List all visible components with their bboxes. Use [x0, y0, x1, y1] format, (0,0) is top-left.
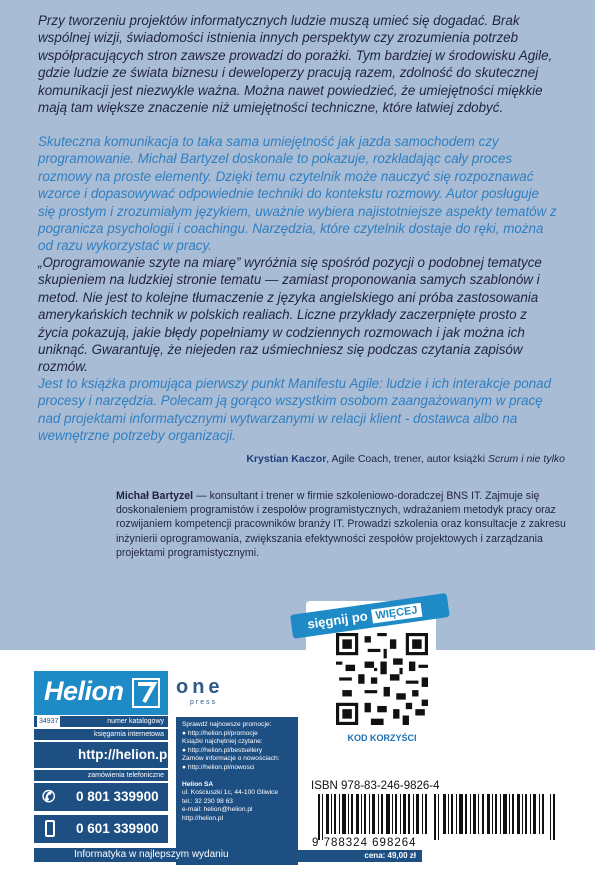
price-label: cena: 49,00 zł — [298, 850, 422, 862]
promo-line: ul. Kościuszki 1c, 44-100 Gliwice — [182, 789, 279, 797]
reviewer-book: Scrum i nie tylko — [487, 453, 565, 465]
qr-code-tag — [290, 601, 438, 771]
author-bio-text: — konsultant i trener w firmie szkoleniowo-doradczej BNS IT. Zajmuje się doskonaleniem programistów i zespołów programistycznych, wdrażaniem metodyk pracy oraz rozwijaniem kompetencji pracowników branży IT. Prowadzi szkolenia oraz konsultacje z zakresu inżynierii oprogramowania, zwiększania efektywności zespołów projektowych i zarządzania projektami programistycznymi. — [116, 490, 566, 559]
mobile-phone-icon — [45, 820, 55, 837]
review-paragraph-3: „Oprogramowanie szyte na miarę” wyróżnia się spośród pozycji o podobnej tematyce skupieniem na ludzkiej stronie tematu — zamiast proponowania samych szablonów i metod. Nie jest to kolejne tłumaczenie z języka angielskiego ani próba zastosowania amerykańskich technik w polskich realiach. Liczne przykłady zaczerpnięte prosto z życia pokazują, jakie błędy popełniamy w codziennych rozmowach i jak można ich uniknąć. Gwarantuję, że niejeden raz uśmiechniesz się podczas czytania zapisów rozmów. — [38, 255, 542, 375]
phone-box-1 — [34, 783, 168, 811]
publisher-url[interactable]: http://helion.pl — [78, 747, 171, 762]
review-paragraph-2: Skuteczna komunikacja to taka sama umiejętność jak jazda samochodem czy programowanie. Michał Bartyzel doskonale to pokazuje, rozkładając cały proces rozmowy na proste elementy. Dzięki temu czytelnik może nauczyć się rozpoznawać wzorce i dopasowywać odpowiednie techniki do kontekstu rozmowy. Autor posługuje się prostym i zrozumiałym językiem, uważnie wybiera najistotniejsze aspekty tematów z pogranicza psychologii i coachingu. Narzędzia, które czytelnik dostaje do ręki, można od razu wykorzystać w pracy. — [38, 134, 557, 254]
promo-line: Sprawdź najnowsze promocje: — [182, 721, 272, 728]
promo-spacer — [182, 773, 292, 781]
phone-number-2: 0 601 339900 — [76, 821, 159, 836]
helion-logo-text: Helion — [44, 676, 124, 706]
qr-code-icon[interactable] — [336, 633, 428, 725]
review-paragraph-4: Jest to książka promująca pierwszy punkt Manifestu Agile: ludzie i ich interakcje ponad procesy i narzędzia. Polecam ją gorąco wszystkim osobom zaangażowanym w pracę nad projektami informatycznymi wytwarzanymi w relacji klient - dostawca albo na wewnętrzne potrzeby organizacji. — [38, 376, 552, 444]
promo-line: Książki najchętniej czytane: — [182, 738, 263, 746]
one-logo-text: one — [176, 676, 224, 698]
reviewer-role: , Agile Coach, trener, autor książki — [326, 453, 488, 465]
qr-caption: KOD KORZYŚCI — [347, 733, 417, 743]
one-press-logo — [176, 676, 236, 716]
catalog-number: 34937 — [39, 718, 59, 725]
review-paragraph-1: Przy tworzeniu projektów informatycznych ludzie muszą umieć się dogadać. Brak wspólnej wizji, świadomości istnienia innych perspektyw czy zrozumienia potrzeb współpracujących stron zawsze prowadzi do porażki. Tym bardziej w środowisku Agile, gdzie ludzie ze świata biznesu i deweloperzy pracują razem, zdolność do skutecznej komunikacji jest niezwykle ważna. Można nawet powiedzieć, że umiejętności miękkie mają tam większe znaczenie niż umiejętności techniczne, które łatwiej zdobyć. — [38, 13, 553, 116]
promo-line: Helion SA — [182, 780, 214, 788]
more-tab-word: WIĘCEJ — [371, 603, 423, 624]
url-box[interactable] — [34, 742, 171, 768]
promo-line: Zamów informacje o nowościach: — [182, 755, 280, 763]
catalog-strip — [34, 716, 168, 727]
catalog-label: numer katalogowy — [107, 718, 164, 725]
phone-icon: ✆ — [42, 789, 56, 806]
phone-box-2 — [34, 815, 168, 843]
promo-link[interactable]: ● http://helion.pl/bestsellery — [182, 746, 263, 754]
isbn-label: ISBN 978-83-246-9826-4 — [311, 780, 440, 792]
helion-emblem-icon — [132, 678, 160, 708]
bookstore-label: księgarnia internetowa — [34, 729, 168, 740]
press-logo-text: press — [190, 699, 218, 706]
promo-link[interactable]: ● http://helion.pl/nowosci — [182, 763, 255, 771]
slogan-strip: Informatyka w najlepszym wydaniu — [34, 848, 298, 862]
barcode-icon — [318, 794, 558, 840]
promo-line: http://helion.pl — [182, 814, 224, 822]
phone-number-1: 0 801 339900 — [76, 789, 159, 804]
author-name: Michał Bartyzel — [116, 490, 194, 502]
author-bio — [116, 489, 576, 560]
promo-line: tel.: 32 230 98 63 — [182, 797, 233, 805]
promo-line: e-mail: helion@helion.pl — [182, 806, 253, 814]
phone-label: zamówienia telefoniczne — [34, 770, 168, 781]
helion-logo — [34, 671, 168, 715]
isbn-digits: 9 788324 698264 — [312, 837, 417, 849]
promo-link[interactable]: ● http://helion.pl/promocje — [182, 729, 258, 737]
reviewer-name: Krystian Kaczor — [246, 453, 327, 465]
reviewer-signature — [38, 453, 565, 465]
more-tab-text: sięgnij po — [306, 608, 369, 632]
promo-box — [176, 717, 298, 865]
